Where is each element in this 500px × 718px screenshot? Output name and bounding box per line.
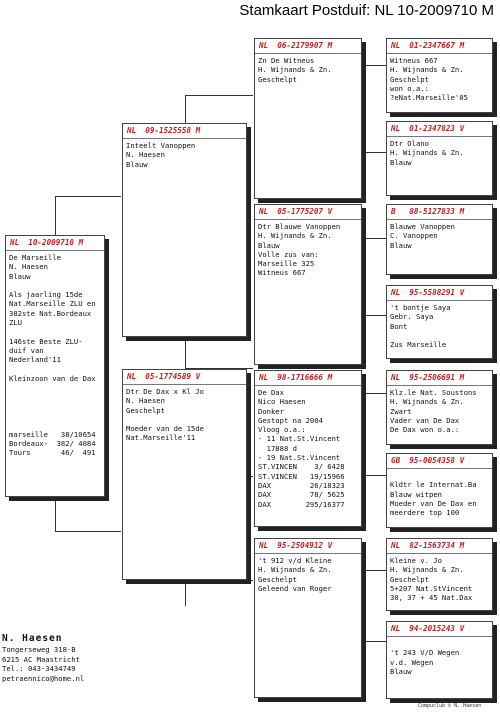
pigeon-details: 't 243 V/D Wegen v.d. Wegen Blauw [390, 648, 460, 676]
connector-line [185, 337, 186, 368]
ring-number: NL 06-2179907 M [255, 39, 361, 54]
pigeon-details: De Marseille N. Haesen Blauw Als jaarling 15de Nat.Marseille ZLU en 382ste Nat.Bordeaux ZLU 146ste Beste ZLU- duif van Nederland'11 Kleinzoon van de Dax marseille 38/10654 Bordeaux- 382/ 4084 Tours 46/ 491 [9, 253, 96, 458]
pigeon-card-sire [122, 123, 247, 337]
connector-line [55, 196, 121, 197]
pigeon-details: Kleine v. Jo H. Wijnands & Zn. Geschelpt 5+207 Nat.StVincent 30, 37 + 45 Nat.Dax [390, 556, 473, 603]
connector-line [364, 570, 365, 641]
pigeon-card-subject [5, 235, 105, 497]
owner-name: N. Haesen [2, 633, 63, 644]
pigeon-card-sdd [386, 285, 493, 359]
connector-line [364, 238, 386, 239]
pigeon-details: Blauwe Vanoppen C. Vanoppen Blauw [390, 222, 455, 250]
ring-number: NL 95-2504912 V [255, 539, 361, 554]
connector-line [55, 531, 121, 532]
owner-street: Tongerseweg 318-B [2, 645, 76, 654]
connector-line [364, 65, 386, 66]
pigeon-card-sire-dam [254, 204, 362, 365]
pigeon-card-dsd [386, 453, 493, 528]
pigeon-details: Inteelt Vanoppen N. Haesen Blauw [126, 141, 196, 169]
ring-number: NL 01-2347823 V [387, 122, 492, 137]
pigeon-details: Dtr Olano H. Wijnands & Zn. Blauw [390, 139, 464, 167]
pigeon-card-dam-dam [254, 538, 362, 698]
connector-line [364, 315, 386, 316]
pigeon-card-sire-sire [254, 38, 362, 199]
pigeon-card-dss [386, 370, 493, 445]
pigeon-card-sds [386, 204, 493, 275]
connector-line [364, 238, 365, 315]
owner-city: 6215 AC Maastricht [2, 654, 80, 664]
connector-line [185, 580, 253, 581]
pigeon-details: Kldtr le Internat.Ba Blauw witpen Moeder van De Dax en meerdere top 100 [390, 480, 477, 518]
pigeon-card-ssd [386, 121, 493, 196]
connector-line [55, 497, 56, 531]
ring-number: B 88-5127833 M [387, 205, 492, 220]
pigeon-details: 't bontje Saya Gebr. Saya Bont Zus Marseille [390, 303, 451, 350]
connector-line [364, 570, 386, 571]
ring-number: NL 10-2009710 M [6, 236, 104, 251]
ring-number: NL 94-2015243 V [387, 622, 492, 637]
connector-line [364, 393, 365, 475]
ring-number: NL 95-2506691 M [387, 371, 492, 386]
ring-number: NL 98-1716666 M [255, 371, 361, 386]
ring-number: NL 01-2347667 M [387, 39, 492, 54]
connector-line [185, 580, 186, 606]
ring-number: NL 09-1525558 M [123, 124, 246, 139]
pigeon-details: Witneus 667 H. Wijnands & Zn. Geschelpt won o.a.: ?eNat.Marseille'05 [390, 56, 468, 103]
page-title: Stamkaart Postduif: NL 10-2009710 M [239, 2, 494, 19]
connector-line [364, 475, 386, 476]
pigeon-details: De Dax Nico Haesen Donker Gestopt na 2004 Vloog o.a.: - 11 Nat.St.Vincent 17888 d - 19 Nat.St.Vincent ST.VINCEN 3/ 6428 ST.VINCEN 19/15966 DAX 26/18323 DAX 78/ 5625 DAX 295/16377 [258, 388, 345, 509]
ring-number: NL 05-1775207 V [255, 205, 361, 220]
pigeon-card-dam [122, 369, 247, 580]
pigeon-details: Zn De Witneus H. Wijnands & Zn. Geschelpt [258, 56, 332, 84]
ring-number: NL 82-1563734 M [387, 539, 492, 554]
owner-email: petraennico@home.nl [2, 673, 85, 683]
footer-credit: Compuclub © N. Haesen [418, 703, 482, 709]
pigeon-details: Klz.le Nat. Soustons H. Wijnands & Zn. Zwart Vader van De Dax De Dax won o.a.: [390, 388, 477, 435]
pigeon-card-sss [386, 38, 493, 113]
connector-line [364, 641, 386, 642]
connector-line [185, 95, 186, 123]
connector-line [364, 393, 386, 394]
pigeon-details: Dtr Blauwe Vanoppen H. Wijnands & Zn. Blauw Volle zus van: Marseille 325 Witneus 667 [258, 222, 341, 278]
ring-number: GB 95-0054358 V [387, 454, 492, 469]
pigeon-card-dam-sire [254, 370, 362, 527]
ring-number: NL 95-5588291 V [387, 286, 492, 301]
pigeon-card-ddd [386, 621, 493, 699]
connector-line [364, 65, 365, 152]
owner-info [2, 632, 84, 683]
connector-line [185, 95, 253, 96]
pigeon-details: Dtr De Dax x Kl Jo N. Haesen Geschelpt Moeder van de 15de Nat.Marseille'11 [126, 387, 204, 443]
pigeon-card-dds [386, 538, 493, 611]
owner-phone: Tel.: 043-3434749 [2, 664, 76, 674]
connector-line [364, 152, 386, 153]
pigeon-details: 't 912 v/d Kleine H. Wijnands & Zn. Geschelpt Geleend van Roger [258, 556, 332, 593]
ring-number: NL 05-1774589 V [123, 370, 246, 385]
